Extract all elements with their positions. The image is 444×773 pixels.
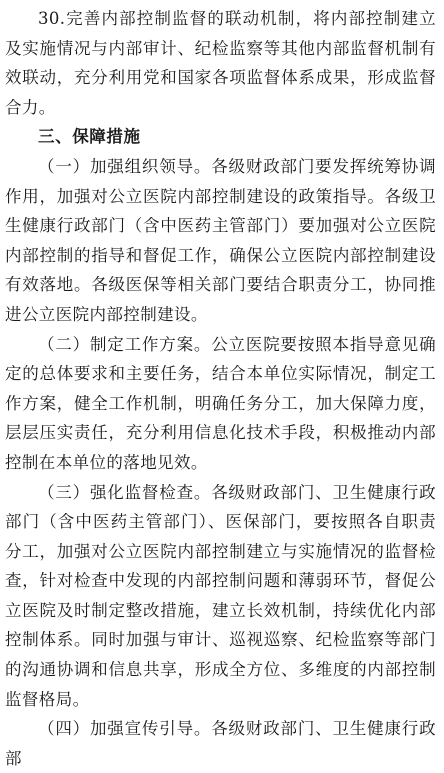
paragraph-body: 各级财政部门、卫生健康行政部门（含中医药主管部门）、医保部门，要按照各自职责分工，加强对公立医院内部控制建立与实施情况的监督检查，针对检查中发现的内部控制问题和薄弱环节，督促公立医院及时制定整改措施，建立长效机制，持续优化内部控制体系。同时加强与审计、巡视巡察、纪检监察等部门的沟通协调和信息共享，形成全方位、多维度的内部控制监督格局。 [5, 482, 437, 709]
paragraph-lead: （一）加强组织领导。 [38, 156, 212, 176]
paragraph-supervision [5, 478, 436, 715]
paragraph-lead: （四）加强宣传引导。 [38, 719, 212, 739]
paragraph-lead: （三）强化监督检查。 [38, 482, 212, 502]
paragraph-lead: （二）制定工作方案。 [38, 334, 212, 354]
section-heading: 三、保障措施 [38, 127, 141, 147]
paragraph-work-plan [5, 330, 436, 478]
paragraph-organization [5, 152, 436, 330]
paragraph-publicity [5, 714, 436, 773]
paragraph-body: 公立医院要按照本指导意见确定的总体要求和主要任务，结合本单位实际情况，制定工作方案，健全工作机制，明确任务分工，加大保障力度，层层压实责任，充分利用信息化技术手段，积极推动内部控制在本单位的落地见效。 [5, 334, 437, 472]
item-30-paragraph: 30.完善内部控制监督的联动机制，将内部控制建立及实施情况与内部审计、纪检监察等其他内部监督机制有效联动，充分利用党和国家各项监督体系成果，形成监督合力。 [5, 9, 436, 117]
paragraph-body: 各级财政部门要发挥统筹协调作用，加强对公立医院内部控制建设的政策指导。各级卫生健康行政部门（含中医药主管部门）要加强对公立医院内部控制的指导和督促工作，确保公立医院内部控制建设有效落地。各级医保等相关部门要结合职责分工，协同推进公立医院内部控制建设。 [5, 156, 437, 324]
paragraph-body: 各级财政部门、卫生健康行政部 [5, 719, 437, 768]
